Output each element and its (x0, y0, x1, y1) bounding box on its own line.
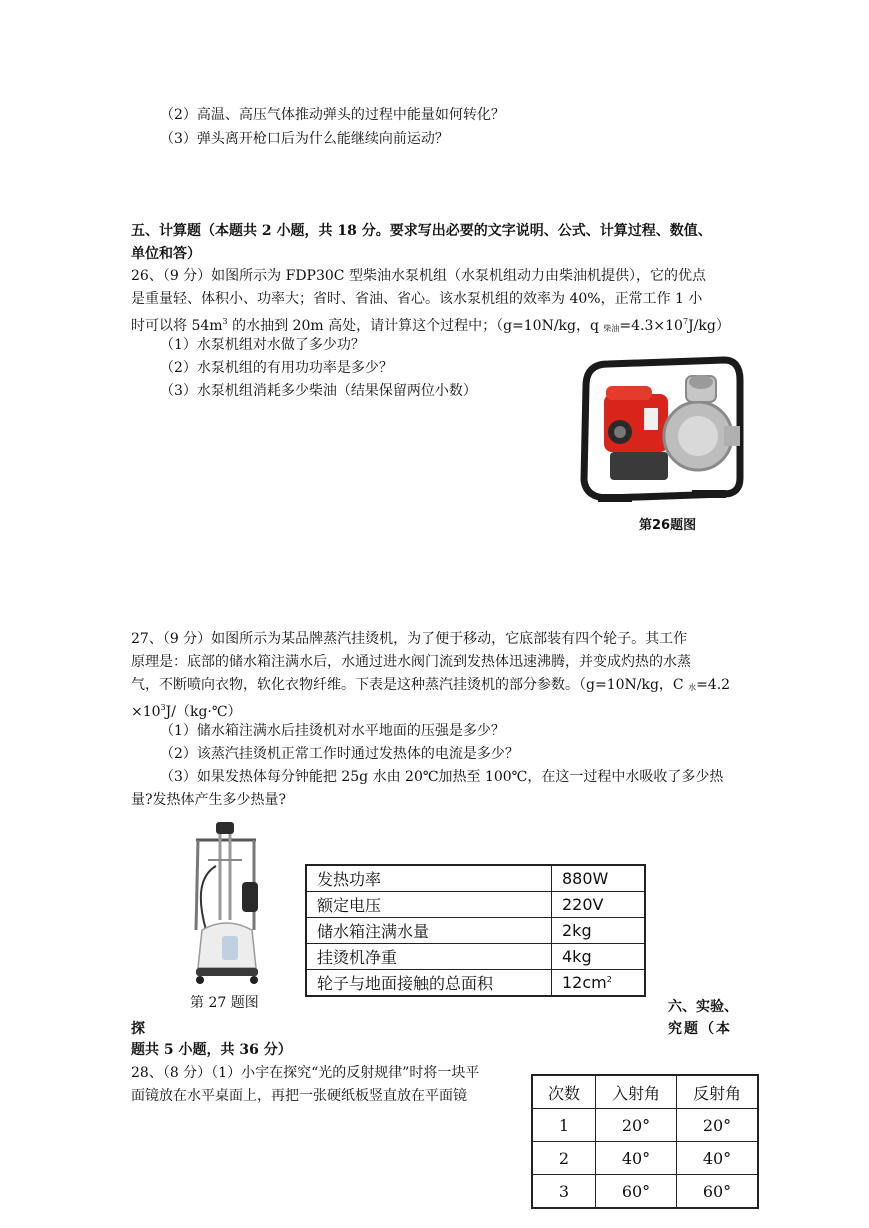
figure-26-caption: 第26题图 (639, 518, 697, 533)
question-27-part-1: （1）储水箱注满水后挂烫机对水平地面的压强是多少？ (160, 723, 505, 739)
table-cell: 1 (532, 1109, 596, 1142)
question-25-part-2: （2）高温、高压气体推动弹头的过程中能量如何转化？ (160, 107, 505, 123)
table-cell: 挂烫机净重 (306, 944, 552, 970)
table-cell: 220V (552, 892, 646, 918)
steamer-parameter-table (305, 864, 646, 997)
table-cell: 2 (532, 1142, 596, 1175)
table-row (532, 1142, 758, 1175)
table-cell: 储水箱注满水量 (306, 918, 552, 944)
text-run: J/kg） (688, 318, 730, 334)
section-5-title: 五、计算题（本题共 2 小题，共 18 分。要求写出必要的文字说明、公式、计算过程、数值、 (131, 223, 712, 239)
table-cell: 20° (596, 1109, 677, 1142)
table-cell: 发热功率 (306, 865, 552, 892)
section-5-title-cont: 单位和答） (131, 246, 201, 262)
question-27-part-2: （2）该蒸汽挂烫机正常工作时通过发热体的电流是多少？ (160, 746, 519, 762)
table-cell: 额定电压 (306, 892, 552, 918)
question-28-line-2: 面镜放在水平桌面上，再把一张硬纸板竖直放在平面镜 (131, 1088, 467, 1104)
question-28-line-1: 28、（8 分）（1）小宇在探究“光的反射规律”时将一块平 (131, 1065, 480, 1081)
superscript: 7 (682, 317, 689, 326)
section-6-title-part-3: 究题（本 (668, 1021, 732, 1037)
text-run: 12cm (562, 973, 607, 992)
table-cell: 2kg (552, 918, 646, 944)
question-25-part-3: （3）弹头离开枪口后为什么能继续向前运动？ (160, 131, 449, 147)
table-row (306, 918, 645, 944)
text-run: 的水抽到 20m 高处，请计算这个过程中；（g=10N/kg，q (227, 318, 604, 334)
table-cell: 轮子与地面接触的总面积 (306, 970, 552, 997)
question-27-line-3 (131, 675, 730, 698)
table-header-row (532, 1075, 758, 1109)
figure-27-caption: 第 27 题图 (190, 995, 259, 1011)
reflection-angle-table (531, 1074, 759, 1209)
question-26-part-2: （2）水泵机组的有用功功率是多少？ (160, 360, 393, 376)
table-row (306, 865, 645, 892)
section-6-title-part-4: 题共 5 小题，共 36 分） (131, 1042, 292, 1058)
question-27-part-3: （3）如果发热体每分钟能把 25g 水由 20℃加热至 100℃，在这一过程中水吸收了多少热 (160, 769, 724, 785)
superscript: 3 (160, 703, 166, 712)
question-27-line-1: 27、（9 分）如图所示为某品牌蒸汽挂烫机，为了便于移动，它底部装有四个轮子。其工作 (131, 631, 688, 647)
water-pump-figure (574, 346, 748, 510)
subscript: 水 (688, 683, 697, 692)
question-26-part-1: （1）水泵机组对水做了多少功？ (160, 337, 365, 353)
table-cell: 40° (596, 1142, 677, 1175)
text-run: ×10 (131, 704, 161, 720)
text-run: J/（kg·℃） (165, 704, 242, 720)
text-run: =4.3×10 (619, 318, 683, 334)
question-27-line-4 (131, 698, 242, 722)
table-cell: 60° (677, 1175, 759, 1209)
table-cell: 880W (552, 865, 646, 892)
section-6-title-part-1: 六、实验、 (668, 999, 738, 1015)
table-header-cell: 反射角 (677, 1075, 759, 1109)
subscript: 柴油 (603, 324, 620, 333)
table-cell: 20° (677, 1109, 759, 1142)
table-row (306, 970, 645, 997)
question-26-part-3: （3）水泵机组消耗多少柴油（结果保留两位小数） (160, 383, 477, 399)
table-cell: 40° (677, 1142, 759, 1175)
table-row (306, 944, 645, 970)
table-row (306, 892, 645, 918)
superscript: 3 (222, 317, 228, 326)
table-row (532, 1175, 758, 1209)
table-cell: 3 (532, 1175, 596, 1209)
question-26-line-2: 是重量轻、体积小、功率大；省时、省油、省心。该水泵机组的效率为 40%，正常工作 1 小 (131, 291, 703, 307)
text-run: 气，不断喷向衣物，软化衣物纤维。下表是这种蒸汽挂烫机的部分参数。（g=10N/kg，C (131, 677, 689, 693)
table-header-cell: 次数 (532, 1075, 596, 1109)
table-cell (552, 970, 646, 997)
text-run: 时可以将 54m (131, 318, 223, 334)
table-cell: 4kg (552, 944, 646, 970)
question-26-line-1: 26、（9 分）如图所示为 FDP30C 型柴油水泵机组（水泵机组动力由柴油机提供），它的优点 (131, 268, 706, 284)
table-cell: 60° (596, 1175, 677, 1209)
table-row (532, 1109, 758, 1142)
garment-steamer-figure (186, 820, 268, 986)
question-27-part-3-cont: 量?发热体产生多少热量? (131, 792, 287, 808)
superscript: 2 (606, 975, 612, 984)
text-run: =4.2 (696, 677, 731, 693)
question-27-line-2: 原理是：底部的储水箱注满水后，水通过进水阀门流到发热体迅速沸腾，并变成灼热的水蒸 (131, 654, 691, 670)
section-6-title-part-2: 探 (131, 1021, 145, 1037)
table-header-cell: 入射角 (596, 1075, 677, 1109)
